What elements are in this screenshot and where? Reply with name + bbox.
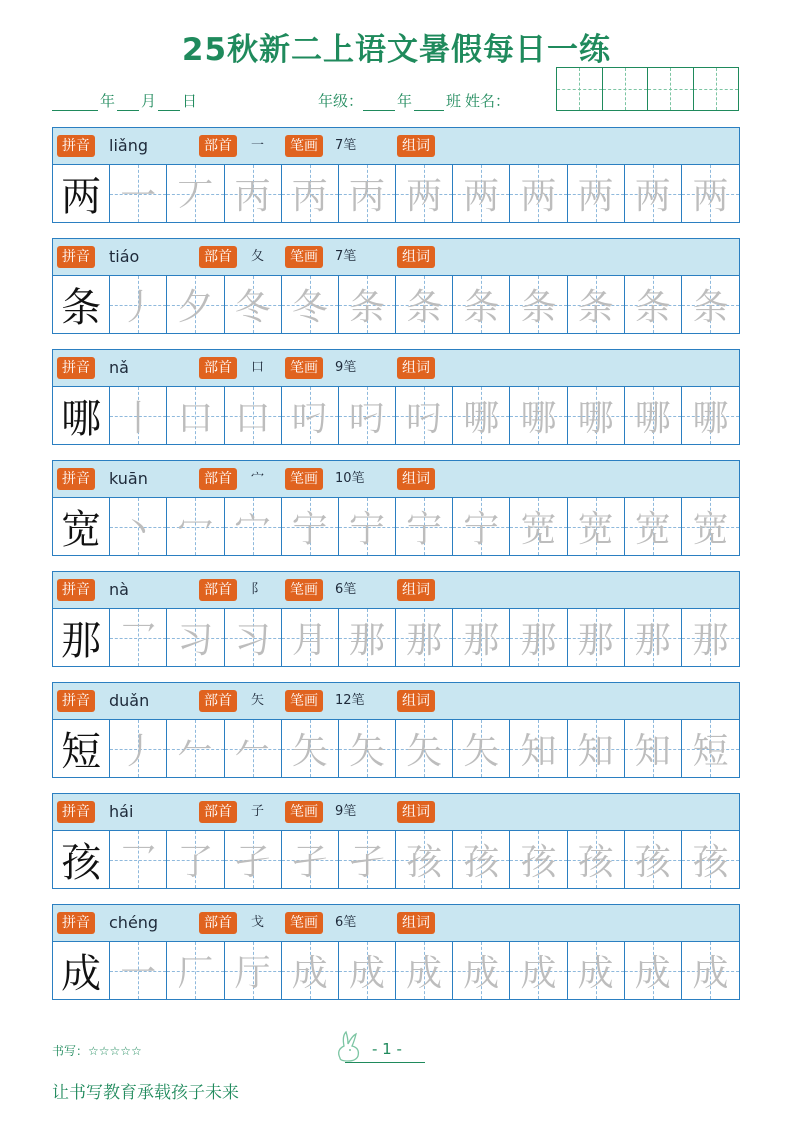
trace-cell[interactable]	[282, 165, 339, 222]
trace-char: 𠂉	[177, 731, 214, 772]
strokes-value: 6笔	[335, 582, 357, 597]
trace-char: 孩	[520, 842, 557, 883]
trace-char: 习	[234, 620, 271, 661]
trace-char: 那	[406, 620, 443, 661]
model-char: 条	[61, 285, 102, 331]
trace-cell[interactable]	[110, 498, 167, 555]
page-title: 25秋新二上语文暑假每日一练	[181, 32, 612, 68]
row-header	[53, 794, 739, 831]
radical-value: 戈	[251, 915, 265, 930]
trace-cell[interactable]	[396, 498, 453, 555]
trace-cell[interactable]	[225, 831, 282, 888]
trace-cell[interactable]	[110, 165, 167, 222]
trace-cell[interactable]	[453, 831, 510, 888]
trace-char: 一	[120, 176, 157, 217]
trace-cell[interactable]	[339, 831, 396, 888]
trace-cell[interactable]	[568, 720, 625, 777]
trace-char: 成	[692, 953, 729, 994]
pinyin-tag: 拼音	[57, 579, 95, 601]
trace-char: 哪	[520, 398, 557, 439]
trace-char: 成	[406, 953, 443, 994]
trace-char: 知	[577, 731, 614, 772]
trace-char: 条	[520, 287, 557, 328]
strokes-value: 12笔	[335, 693, 365, 708]
trace-char: 丙	[234, 176, 271, 217]
trace-char: 矢	[291, 731, 328, 772]
pinyin-tag: 拼音	[57, 468, 95, 490]
radical-tag: 部首	[199, 801, 237, 823]
words-tag: 组词	[397, 468, 435, 490]
trace-char: 丙	[291, 176, 328, 217]
model-char-cell	[53, 276, 110, 333]
trace-char: 知	[634, 731, 671, 772]
words-tag: 组词	[397, 690, 435, 712]
date-line	[52, 90, 199, 111]
trace-char: 那	[463, 620, 500, 661]
model-char: 两	[61, 174, 102, 220]
trace-cell[interactable]	[339, 387, 396, 444]
words-tag: 组词	[397, 246, 435, 268]
pinyin-value: nà	[109, 580, 129, 599]
pinyin-value: kuān	[109, 469, 148, 488]
char-row-4	[52, 460, 740, 556]
trace-cell[interactable]	[568, 165, 625, 222]
trace-cell[interactable]	[339, 720, 396, 777]
trace-cell[interactable]	[339, 276, 396, 333]
strokes-value: 7笔	[335, 138, 357, 153]
trace-cell[interactable]	[167, 165, 224, 222]
trace-cell[interactable]	[282, 498, 339, 555]
trace-char: 厅	[234, 953, 271, 994]
trace-cell[interactable]	[625, 831, 682, 888]
trace-char: 孩	[634, 842, 671, 883]
trace-char: 叼	[291, 398, 328, 439]
pinyin-value: duǎn	[109, 691, 150, 710]
trace-cell[interactable]	[682, 276, 739, 333]
trace-char: 宁	[291, 509, 328, 550]
radical-value: 阝	[251, 582, 265, 597]
trace-char: 𠂉	[234, 731, 271, 772]
trace-char: 孑	[291, 842, 328, 883]
trace-char: 宁	[348, 509, 385, 550]
model-char-cell	[53, 165, 110, 222]
writing-cells	[53, 165, 739, 222]
trace-cell[interactable]	[282, 720, 339, 777]
trace-cell[interactable]	[568, 942, 625, 999]
slogan: 让书写教育承载孩子未来	[52, 1083, 239, 1103]
pinyin-tag: 拼音	[57, 690, 95, 712]
row-header	[53, 350, 739, 387]
trace-cell[interactable]	[282, 942, 339, 999]
trace-cell[interactable]	[225, 609, 282, 666]
pinyin-tag: 拼音	[57, 135, 95, 157]
radical-value: 一	[251, 138, 265, 153]
model-char-cell	[53, 720, 110, 777]
strokes-value: 7笔	[335, 249, 357, 264]
trace-char: 厂	[177, 953, 214, 994]
trace-cell[interactable]	[510, 720, 567, 777]
model-char: 短	[61, 729, 102, 775]
trace-cell[interactable]	[110, 831, 167, 888]
trace-cell[interactable]	[625, 165, 682, 222]
trace-char: 哪	[577, 398, 614, 439]
trace-char: 丙	[348, 176, 385, 217]
pinyin-tag: 拼音	[57, 801, 95, 823]
month-blank[interactable]	[117, 96, 139, 111]
trace-char: 宽	[520, 509, 557, 550]
trace-char: 宁	[463, 509, 500, 550]
trace-cell[interactable]	[568, 831, 625, 888]
trace-char: 叼	[406, 398, 443, 439]
strokes-tag: 笔画	[285, 690, 323, 712]
trace-cell[interactable]	[396, 609, 453, 666]
trace-cell[interactable]	[339, 609, 396, 666]
trace-cell[interactable]	[625, 276, 682, 333]
trace-char: 孩	[692, 842, 729, 883]
trace-cell[interactable]	[167, 831, 224, 888]
trace-char: 口	[234, 398, 271, 439]
trace-cell[interactable]	[453, 942, 510, 999]
strokes-value: 6笔	[335, 915, 357, 930]
model-char-cell	[53, 609, 110, 666]
trace-char: 一	[120, 953, 157, 994]
pinyin-value: tiáo	[109, 247, 140, 266]
radical-tag: 部首	[199, 579, 237, 601]
model-char-cell	[53, 387, 110, 444]
trace-cell[interactable]	[568, 498, 625, 555]
trace-cell[interactable]	[568, 387, 625, 444]
pinyin-value: liǎng	[109, 136, 148, 155]
pinyin-value: nǎ	[109, 358, 129, 377]
model-char: 那	[61, 618, 102, 664]
trace-char: 哪	[463, 398, 500, 439]
trace-cell[interactable]	[282, 609, 339, 666]
strokes-tag: 笔画	[285, 468, 323, 490]
trace-char: 冖	[177, 509, 214, 550]
trace-cell[interactable]	[625, 387, 682, 444]
model-char-cell	[53, 942, 110, 999]
row-header	[53, 683, 739, 720]
writing-cells	[53, 498, 739, 555]
radical-value: 口	[251, 360, 265, 375]
trace-char: 条	[406, 287, 443, 328]
trace-char: 矢	[348, 731, 385, 772]
trace-cell[interactable]	[510, 165, 567, 222]
trace-cell[interactable]	[396, 276, 453, 333]
radical-tag: 部首	[199, 246, 237, 268]
trace-cell[interactable]	[453, 165, 510, 222]
radical-tag: 部首	[199, 912, 237, 934]
name-writing-grid[interactable]	[556, 67, 739, 111]
trace-char: 两	[692, 176, 729, 217]
trace-char: 冬	[234, 287, 271, 328]
trace-cell[interactable]	[625, 498, 682, 555]
radical-tag: 部首	[199, 690, 237, 712]
name-cell[interactable]	[603, 68, 649, 110]
row-header	[53, 461, 739, 498]
strokes-value: 9笔	[335, 804, 357, 819]
model-char: 哪	[61, 396, 102, 442]
trace-char: 宁	[406, 509, 443, 550]
trace-cell[interactable]	[110, 276, 167, 333]
radical-tag: 部首	[199, 468, 237, 490]
trace-char: 夕	[177, 287, 214, 328]
radical-tag: 部首	[199, 357, 237, 379]
trace-cell[interactable]	[510, 498, 567, 555]
words-tag: 组词	[397, 579, 435, 601]
trace-cell[interactable]	[510, 609, 567, 666]
trace-char: 矢	[406, 731, 443, 772]
char-row-3	[52, 349, 740, 445]
trace-cell[interactable]	[682, 720, 739, 777]
char-row-8	[52, 904, 740, 1000]
char-row-6	[52, 682, 740, 778]
trace-char: 宽	[577, 509, 614, 550]
trace-char: 两	[463, 176, 500, 217]
trace-cell[interactable]	[453, 387, 510, 444]
trace-cell[interactable]	[682, 609, 739, 666]
trace-char: 乛	[120, 620, 157, 661]
trace-cell[interactable]	[396, 387, 453, 444]
grade-label: 年级：	[318, 92, 364, 110]
trace-cell[interactable]	[110, 387, 167, 444]
trace-char: 孩	[406, 842, 443, 883]
pinyin-tag: 拼音	[57, 246, 95, 268]
trace-cell[interactable]	[167, 387, 224, 444]
trace-cell[interactable]	[282, 276, 339, 333]
strokes-tag: 笔画	[285, 357, 323, 379]
name-label: 姓名：	[465, 92, 511, 110]
trace-char: 孑	[234, 842, 271, 883]
words-tag: 组词	[397, 357, 435, 379]
words-tag: 组词	[397, 135, 435, 157]
trace-char: 口	[177, 398, 214, 439]
trace-char: 那	[348, 620, 385, 661]
radical-tag: 部首	[199, 135, 237, 157]
class-blank[interactable]	[414, 96, 444, 111]
trace-char: 条	[692, 287, 729, 328]
writing-cells	[53, 720, 739, 777]
class-line	[318, 90, 512, 111]
trace-char: 孩	[463, 842, 500, 883]
pinyin-value: hái	[109, 802, 134, 821]
trace-cell[interactable]	[625, 720, 682, 777]
trace-cell[interactable]	[682, 942, 739, 999]
trace-cell[interactable]	[167, 498, 224, 555]
strokes-tag: 笔画	[285, 579, 323, 601]
grade-blank[interactable]	[363, 96, 395, 111]
strokes-tag: 笔画	[285, 246, 323, 268]
model-char: 成	[61, 951, 102, 997]
pinyin-tag: 拼音	[57, 912, 95, 934]
page-underline	[345, 1062, 425, 1063]
month-label: 月	[141, 92, 157, 110]
trace-cell[interactable]	[453, 720, 510, 777]
trace-char: 成	[463, 953, 500, 994]
writing-cells	[53, 276, 739, 333]
page-number: - 1 -	[372, 1040, 402, 1058]
nian-label: 年	[397, 92, 413, 110]
ban-label: 班	[446, 92, 462, 110]
trace-char: 月	[291, 620, 328, 661]
trace-char: 条	[577, 287, 614, 328]
trace-cell[interactable]	[339, 942, 396, 999]
model-char-cell	[53, 831, 110, 888]
year-blank[interactable]	[52, 96, 98, 111]
trace-char: 矢	[463, 731, 500, 772]
trace-cell[interactable]	[110, 720, 167, 777]
trace-cell[interactable]	[339, 498, 396, 555]
trace-char: 孩	[577, 842, 614, 883]
strokes-value: 9笔	[335, 360, 357, 375]
trace-char: 成	[291, 953, 328, 994]
trace-char: 那	[692, 620, 729, 661]
year-label: 年	[100, 92, 116, 110]
trace-cell[interactable]	[510, 387, 567, 444]
char-row-2	[52, 238, 740, 334]
char-row-7	[52, 793, 740, 889]
trace-cell[interactable]	[396, 720, 453, 777]
trace-char: 那	[634, 620, 671, 661]
trace-char: 丿	[120, 287, 157, 328]
model-char: 孩	[61, 840, 102, 886]
trace-char: 成	[577, 953, 614, 994]
radical-value: 夂	[251, 249, 265, 264]
name-cell[interactable]	[648, 68, 694, 110]
trace-char: 知	[520, 731, 557, 772]
trace-char: 丨	[120, 398, 157, 439]
trace-cell[interactable]	[339, 165, 396, 222]
writing-cells	[53, 609, 739, 666]
trace-cell[interactable]	[682, 165, 739, 222]
char-row-5	[52, 571, 740, 667]
trace-char: 丶	[120, 509, 157, 550]
trace-cell[interactable]	[225, 387, 282, 444]
trace-char: 那	[520, 620, 557, 661]
day-blank[interactable]	[158, 96, 180, 111]
writing-cells	[53, 387, 739, 444]
trace-char: 条	[348, 287, 385, 328]
strokes-tag: 笔画	[285, 801, 323, 823]
trace-cell[interactable]	[453, 276, 510, 333]
trace-cell[interactable]	[225, 942, 282, 999]
trace-char: 两	[577, 176, 614, 217]
trace-char: 冬	[291, 287, 328, 328]
trace-char: 了	[177, 842, 214, 883]
row-header	[53, 905, 739, 942]
trace-cell[interactable]	[625, 942, 682, 999]
writing-cells	[53, 942, 739, 999]
trace-cell[interactable]	[167, 720, 224, 777]
trace-char: 成	[348, 953, 385, 994]
row-header	[53, 128, 739, 165]
day-label: 日	[182, 92, 198, 110]
trace-char: 丆	[177, 176, 214, 217]
trace-cell[interactable]	[110, 942, 167, 999]
trace-char: 宽	[692, 509, 729, 550]
model-char: 宽	[61, 507, 102, 553]
row-header	[53, 239, 739, 276]
trace-cell[interactable]	[510, 831, 567, 888]
pinyin-value: chéng	[109, 913, 159, 932]
trace-char: 成	[634, 953, 671, 994]
trace-cell[interactable]	[225, 276, 282, 333]
name-cell[interactable]	[557, 68, 603, 110]
trace-char: 乛	[120, 842, 157, 883]
trace-cell[interactable]	[453, 609, 510, 666]
pinyin-tag: 拼音	[57, 357, 95, 379]
trace-cell[interactable]	[225, 498, 282, 555]
trace-cell[interactable]	[167, 609, 224, 666]
trace-cell[interactable]	[453, 498, 510, 555]
trace-char: 成	[520, 953, 557, 994]
trace-char: 条	[634, 287, 671, 328]
trace-char: 丿	[120, 731, 157, 772]
char-row-1	[52, 127, 740, 223]
trace-cell[interactable]	[682, 387, 739, 444]
trace-cell[interactable]	[167, 276, 224, 333]
trace-char: 宀	[234, 509, 271, 550]
trace-cell[interactable]	[167, 942, 224, 999]
writing-cells	[53, 831, 739, 888]
trace-cell[interactable]	[625, 609, 682, 666]
trace-cell[interactable]	[510, 942, 567, 999]
strokes-tag: 笔画	[285, 135, 323, 157]
trace-cell[interactable]	[282, 387, 339, 444]
trace-char: 那	[577, 620, 614, 661]
trace-cell[interactable]	[568, 609, 625, 666]
trace-char: 短	[692, 731, 729, 772]
radical-value: 子	[251, 804, 265, 819]
trace-cell[interactable]	[510, 276, 567, 333]
row-header	[53, 572, 739, 609]
trace-char: 两	[520, 176, 557, 217]
trace-cell[interactable]	[225, 165, 282, 222]
model-char-cell	[53, 498, 110, 555]
trace-cell[interactable]	[396, 942, 453, 999]
words-tag: 组词	[397, 801, 435, 823]
strokes-value: 10笔	[335, 471, 365, 486]
trace-cell[interactable]	[396, 165, 453, 222]
trace-char: 宽	[634, 509, 671, 550]
trace-cell[interactable]	[282, 831, 339, 888]
trace-cell[interactable]	[396, 831, 453, 888]
rating-text: 书写：☆☆☆☆☆	[52, 1044, 142, 1058]
name-cell[interactable]	[694, 68, 739, 110]
trace-char: 习	[177, 620, 214, 661]
words-tag: 组词	[397, 912, 435, 934]
trace-cell[interactable]	[110, 609, 167, 666]
practice-rows	[52, 127, 740, 1000]
trace-cell[interactable]	[225, 720, 282, 777]
radical-value: 宀	[251, 471, 265, 486]
strokes-tag: 笔画	[285, 912, 323, 934]
trace-cell[interactable]	[568, 276, 625, 333]
trace-char: 哪	[692, 398, 729, 439]
trace-cell[interactable]	[682, 831, 739, 888]
trace-char: 孑	[348, 842, 385, 883]
trace-char: 叼	[348, 398, 385, 439]
trace-cell[interactable]	[682, 498, 739, 555]
radical-value: 矢	[251, 693, 265, 708]
trace-char: 条	[463, 287, 500, 328]
trace-char: 两	[634, 176, 671, 217]
trace-char: 哪	[634, 398, 671, 439]
trace-char: 两	[406, 176, 443, 217]
